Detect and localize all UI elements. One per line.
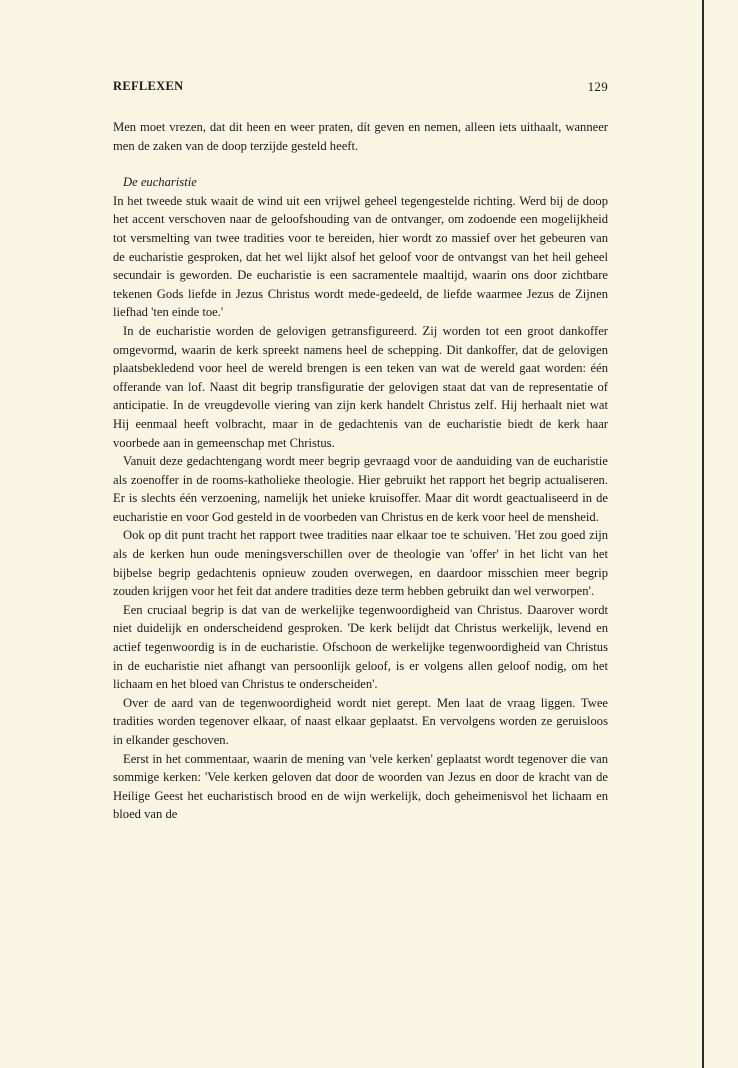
paragraph: Vanuit deze gedachtengang wordt meer begrip gevraagd voor de aanduiding van de eucharistie als zoenoffer in de rooms-katholieke theologie. Hier gebruikt het rapport het begrip actualiseren. Er is slechts één verzoening, namelijk het unieke kruisoffer. Maar dit wordt geactualiseerd in de eucharistie en voor God gesteld in de voorbeden van Christus en de kerk voor heel de mensheid. — [113, 454, 608, 524]
paragraph: In het tweede stuk waait de wind uit een vrijwel geheel tegengestelde richting. Werd bij de doop het accent verschoven naar de geloofshouding van de ontvanger, om zodoende een mogelijkheid tot versmelting van twee tradities voor te bereiden, hier wordt zo massief over het gebeuren van de eucharistie gesproken, dat het wel lijkt alsof het geloof voor de ontvangst van het heil geheel secundair is geworden. De eucharistie is een sacramentele maaltijd, waarin ons door zichtbare tekenen Gods liefde in Jezus Christus wordt mede-gedeeld, de liefde waarmee Jezus de Zijnen liefhad 'ten einde toe.' — [113, 193, 608, 320]
paragraph: In de eucharistie worden de gelovigen getransfigureerd. Zij worden tot een groot dankoffer omgevormd, waarin de kerk spreekt namens heel de schepping. Dit dankoffer, dat de gelovigen plaatsbekledend voor heel de wereld brengen is een teken van wat de wereld gaat worden: één offerande van lof. Naast dit begrip transfiguratie der gelovigen staat dat van de representatie of anticipatie. In de vreugdevolle viering van zijn kerk handelt Christus zelf. Hij herhaalt niet wat Hij eenmaal heeft volbracht, maar in de gedachtenis van de eucharistie biedt de kerk haar voorbede aan in gemeenschap met Christus. — [113, 323, 608, 450]
paragraph: Eerst in het commentaar, waarin de mening van 'vele kerken' geplaatst wordt tegenover die van sommige kerken: 'Vele kerken geloven dat door de woorden van Jezus en door de kracht van de Heilige Geest het eucharistisch brood en de wijn werkelijk, doch geheimenisvol het lichaam en bloed van de — [113, 751, 608, 822]
page-number: 129 — [587, 79, 608, 94]
section-heading: De eucharistie — [123, 175, 197, 190]
running-head: REFLEXEN — [113, 79, 184, 93]
page-edge — [702, 0, 704, 1068]
body-text — [113, 118, 608, 824]
page-header — [113, 79, 608, 99]
paragraph: Ook op dit punt tracht het rapport twee tradities naar elkaar toe te schuiven. 'Het zou goed zijn als de kerken hun oude meningsverschillen over de theologie van 'offer' in het licht van het bijbelse begrip gedachtenis opnieuw zouden overwegen, en daardoor misschien meer begrip zouden krijgen voor het feit dat andere tradities deze term hebben gebruikt dan wel verworpen'. — [113, 528, 608, 599]
paragraph: Over de aard van de tegenwoordigheid wordt niet gerept. Men laat de vraag liggen. Twee tradities worden tegenover elkaar, of naast elkaar geplaatst. En vervolgens worden ze geruisloos in elkander geschoven. — [113, 695, 608, 747]
intro-paragraph: Men moet vrezen, dat dit heen en weer praten, dít geven en nemen, alleen iets uithaalt, wanneer men de zaken van de doop terzijde gesteld heeft. — [113, 120, 608, 153]
paragraph: Een cruciaal begrip is dat van de werkelijke tegenwoordigheid van Christus. Daarover wordt niet duidelijk en onderscheidend gesproken. 'De kerk belijdt dat Christus werkelijk, levend en actief tegenwoordig is in de eucharistie. Ofschoon de werkelijke tegenwoordigheid van Christus in de eucharistie niet afhangt van persoonlijk geloof, is er volgens allen geloof nodig, om het lichaam en het bloed van Christus te onderscheiden'. — [113, 602, 608, 692]
